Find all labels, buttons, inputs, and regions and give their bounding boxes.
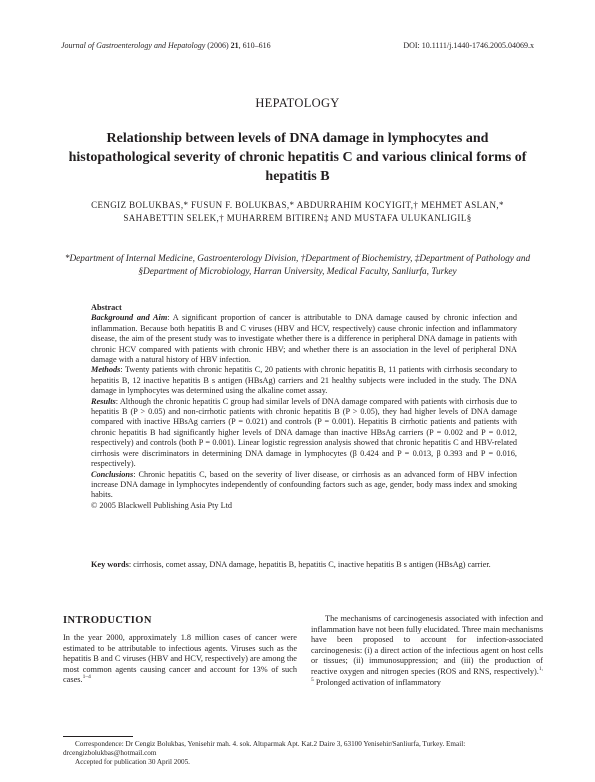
- abstract: [91, 303, 517, 511]
- conclusions-text: : Chronic hepatitis C, based on the severity of liver disease, or cirrhosis as an advanced form of HBV infection increase DNA damage in lymphocytes independently of confounding factors such as age, gender, body mass index and smoking habits.: [91, 469, 517, 500]
- methods-text: : Twenty patients with chronic hepatitis C, 20 patients with chronic hepatitis B, 11 patients with cirrhosis secondary to hepatitis B, 12 inactive hepatitis B s antigen (HBsAg) carriers and 21 healthy subjects were included in the study. The DNA damage in lymphocytes was determined using the alkaline comet assay.: [91, 365, 517, 396]
- results-label: Results: [91, 396, 116, 406]
- introduction-left-column: [63, 614, 297, 686]
- keywords-text: : cirrhosis, comet assay, DNA damage, hepatitis B, hepatitis C, inactive hepatitis B s antigen (HBsAg) carrier.: [128, 560, 491, 569]
- journal-year: (2006): [207, 41, 229, 50]
- introduction-paragraph-2: [311, 614, 543, 688]
- citation-ref: 1, 5: [311, 666, 543, 683]
- abstract-results: [91, 397, 517, 470]
- footnote-divider: [63, 736, 133, 737]
- methods-label: Methods: [91, 365, 121, 375]
- background-label: Background and Aim: [91, 313, 168, 323]
- journal-volume: 21: [230, 41, 239, 50]
- doi: DOI: 10.1111/j.1440-1746.2005.04069.x: [403, 41, 534, 50]
- copyright: © 2005 Blackwell Publishing Asia Pty Ltd: [91, 500, 233, 510]
- intro-right-text: The mechanisms of carcinogenesis associated with infection and inflammation have not been fully elucidated. Three main mechanisms have been proposed to account for infection-associated carcinogenesis: (i) a direct action of the infectious agent on host cells or tissues; (ii) immunosuppression; and (iii) the production of reactive oxygen and nitrogen species (ROS and RNS, respectively).: [311, 614, 543, 676]
- background-text: : A significant proportion of cancer is attributable to DNA damage caused by chronic infection and inflammation. Because both hepatitis B and C viruses (HBV and HCV, respectively) cause chronic infection and inflammatory disease, the aim of the present study was to investigate whether there is a difference in peripheral DNA damage in patients with chronic HCV compared with patients with chronic HBV; and whether there is an association in the level of peripheral DNA damage with a natural history of HBV infection.: [91, 313, 517, 365]
- affiliations: *Department of Internal Medicine, Gastroenterology Division, †Department of Biochemistry, ‡Department of Pathology and §Department of Microbiology, Harran University, Medical Faculty, Sanliurfa, Turkey: [64, 254, 531, 277]
- accepted-date: Accepted for publication 30 April 2005.: [75, 758, 190, 767]
- journal-citation: [61, 41, 271, 50]
- abstract-heading: Abstract: [91, 303, 122, 312]
- article-title: Relationship between levels of DNA damage in lymphocytes and histopathological severity of chronic hepatitis C and various clinical forms of hepatitis B: [68, 131, 527, 184]
- footnote: [63, 740, 543, 768]
- abstract-methods: [91, 365, 517, 396]
- abstract-conclusions: [91, 470, 517, 501]
- intro-right-tail: Prolonged activation of inflammatory: [313, 677, 441, 687]
- author-list: CENGIZ BOLUKBAS,* FUSUN F. BOLUKBAS,* ABDURRAHIM KOCYIGIT,† MEHMET ASLAN,* SAHABETTIN SELEK,† MUHARREM BITIREN‡ AND MUSTAFA ULUKANLIGIL§: [91, 200, 504, 223]
- introduction-paragraph-1: [63, 633, 297, 686]
- conclusions-label: Conclusions: [91, 469, 134, 479]
- keywords-label: Key words: [91, 560, 129, 569]
- introduction-heading: INTRODUCTION: [63, 615, 152, 626]
- correspondence: Correspondence: Dr Cengiz Bolukbas, Yenisehir mah. 4. sok. Altıparmak Apt. Kat.2 Daire 3, 63100 Yenisehir/Sanliurfa, Turkey. Email: drcengizbolukbas@hotmail.com: [63, 740, 466, 758]
- running-header: [61, 41, 534, 53]
- introduction-right-column: [311, 614, 543, 688]
- keywords: [91, 560, 517, 570]
- journal-pages: , 610–616: [238, 41, 271, 50]
- abstract-background: [91, 313, 517, 365]
- intro-left-text: In the year 2000, approximately 1.8 million cases of cancer were estimated to be attributable to infectious agents. Viruses such as the hepatitis B and C viruses (HBV and HCV, respectively) are among the most common agents causing cancer and account for 13% of such cases.: [63, 633, 297, 685]
- journal-name: Journal of Gastroenterology and Hepatology: [61, 41, 206, 50]
- results-text: : Although the chronic hepatitis C group had similar levels of DNA damage compared with patients with cirrhosis due to hepatitis B (P > 0.05) and non-cirrhotic patients with chronic hepatitis B (P > 0.05), they had higher levels of DNA damage compared with inactive HBsAg carriers (P = 0.021) and controls (P = 0.001). Hepatitis B cirrhotic patients and patients with chronic hepatitis B had significantly higher levels of DNA damage than inactive HBsAg carriers (P = 0.002 and P = 0.012, respectively) and controls (both P = 0.001). Linear logistic regression analysis showed that chronic hepatitis C and HBV-related cirrhosis were discriminators in determining DNA damage in lymphocytes (β 0.424 and P = 0.013, β 0.393 and P = 0.016, respectively).: [91, 396, 517, 469]
- citation-ref: 1–4: [82, 674, 91, 681]
- section-label: HEPATOLOGY: [255, 96, 340, 110]
